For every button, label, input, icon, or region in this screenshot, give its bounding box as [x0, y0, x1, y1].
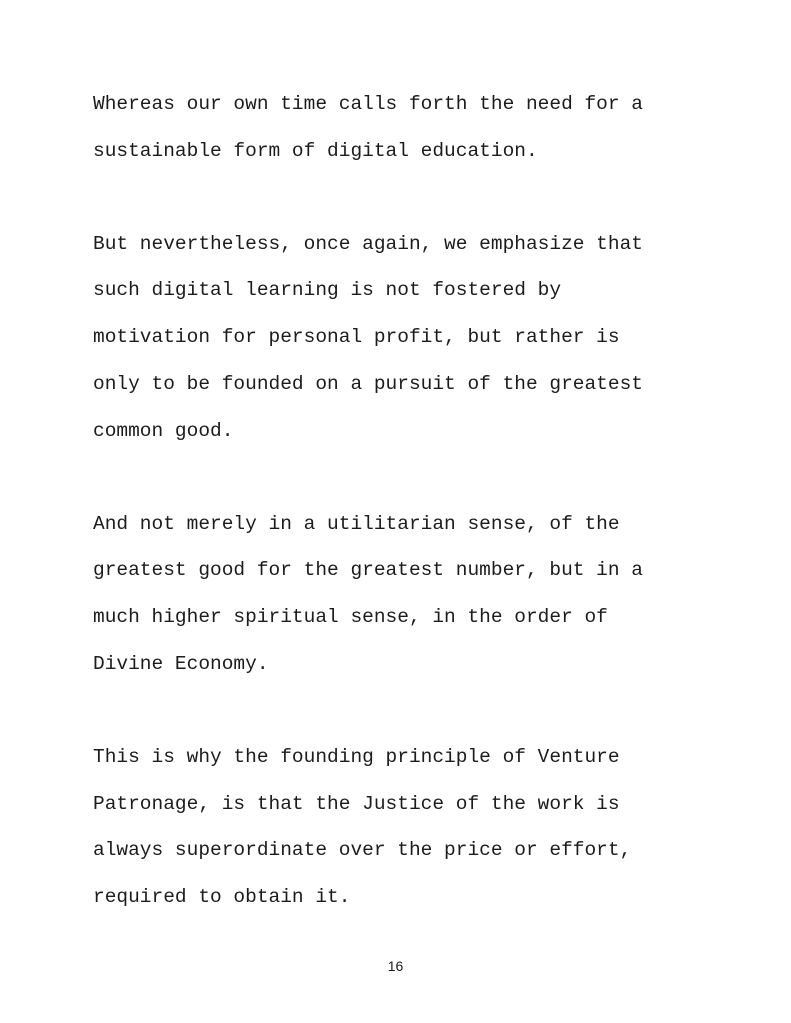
text-line: always superordinate over the price or effort, — [93, 839, 632, 862]
text-line: motivation for personal profit, but rather is — [93, 326, 620, 349]
text-line: This is why the founding principle of Venture — [93, 745, 620, 768]
text-line: sustainable form of digital education. — [93, 139, 538, 162]
body-text — [93, 81, 733, 967]
text-line: Whereas our own time calls forth the need for a — [93, 93, 643, 115]
text-line: required to obtain it. — [93, 886, 351, 909]
text-line: Patronage, is that the Justice of the work is — [93, 792, 620, 815]
text-line: only to be founded on a pursuit of the greatest — [93, 372, 643, 395]
text-line: Divine Economy. — [93, 652, 269, 675]
paragraph-4 — [93, 734, 733, 921]
paragraph-1 — [93, 81, 733, 175]
paragraph-3 — [93, 501, 733, 688]
page-number: 16 — [387, 958, 404, 974]
text-line: But nevertheless, once again, we emphasize that — [93, 232, 643, 255]
text-line: common good. — [93, 419, 234, 442]
text-line: greatest good for the greatest number, but in a — [93, 559, 643, 582]
text-line: such digital learning is not fostered by — [93, 279, 562, 302]
text-line: much higher spiritual sense, in the order of — [93, 606, 608, 629]
paragraph-2 — [93, 221, 733, 455]
text-line: And not merely in a utilitarian sense, of the — [93, 512, 620, 535]
